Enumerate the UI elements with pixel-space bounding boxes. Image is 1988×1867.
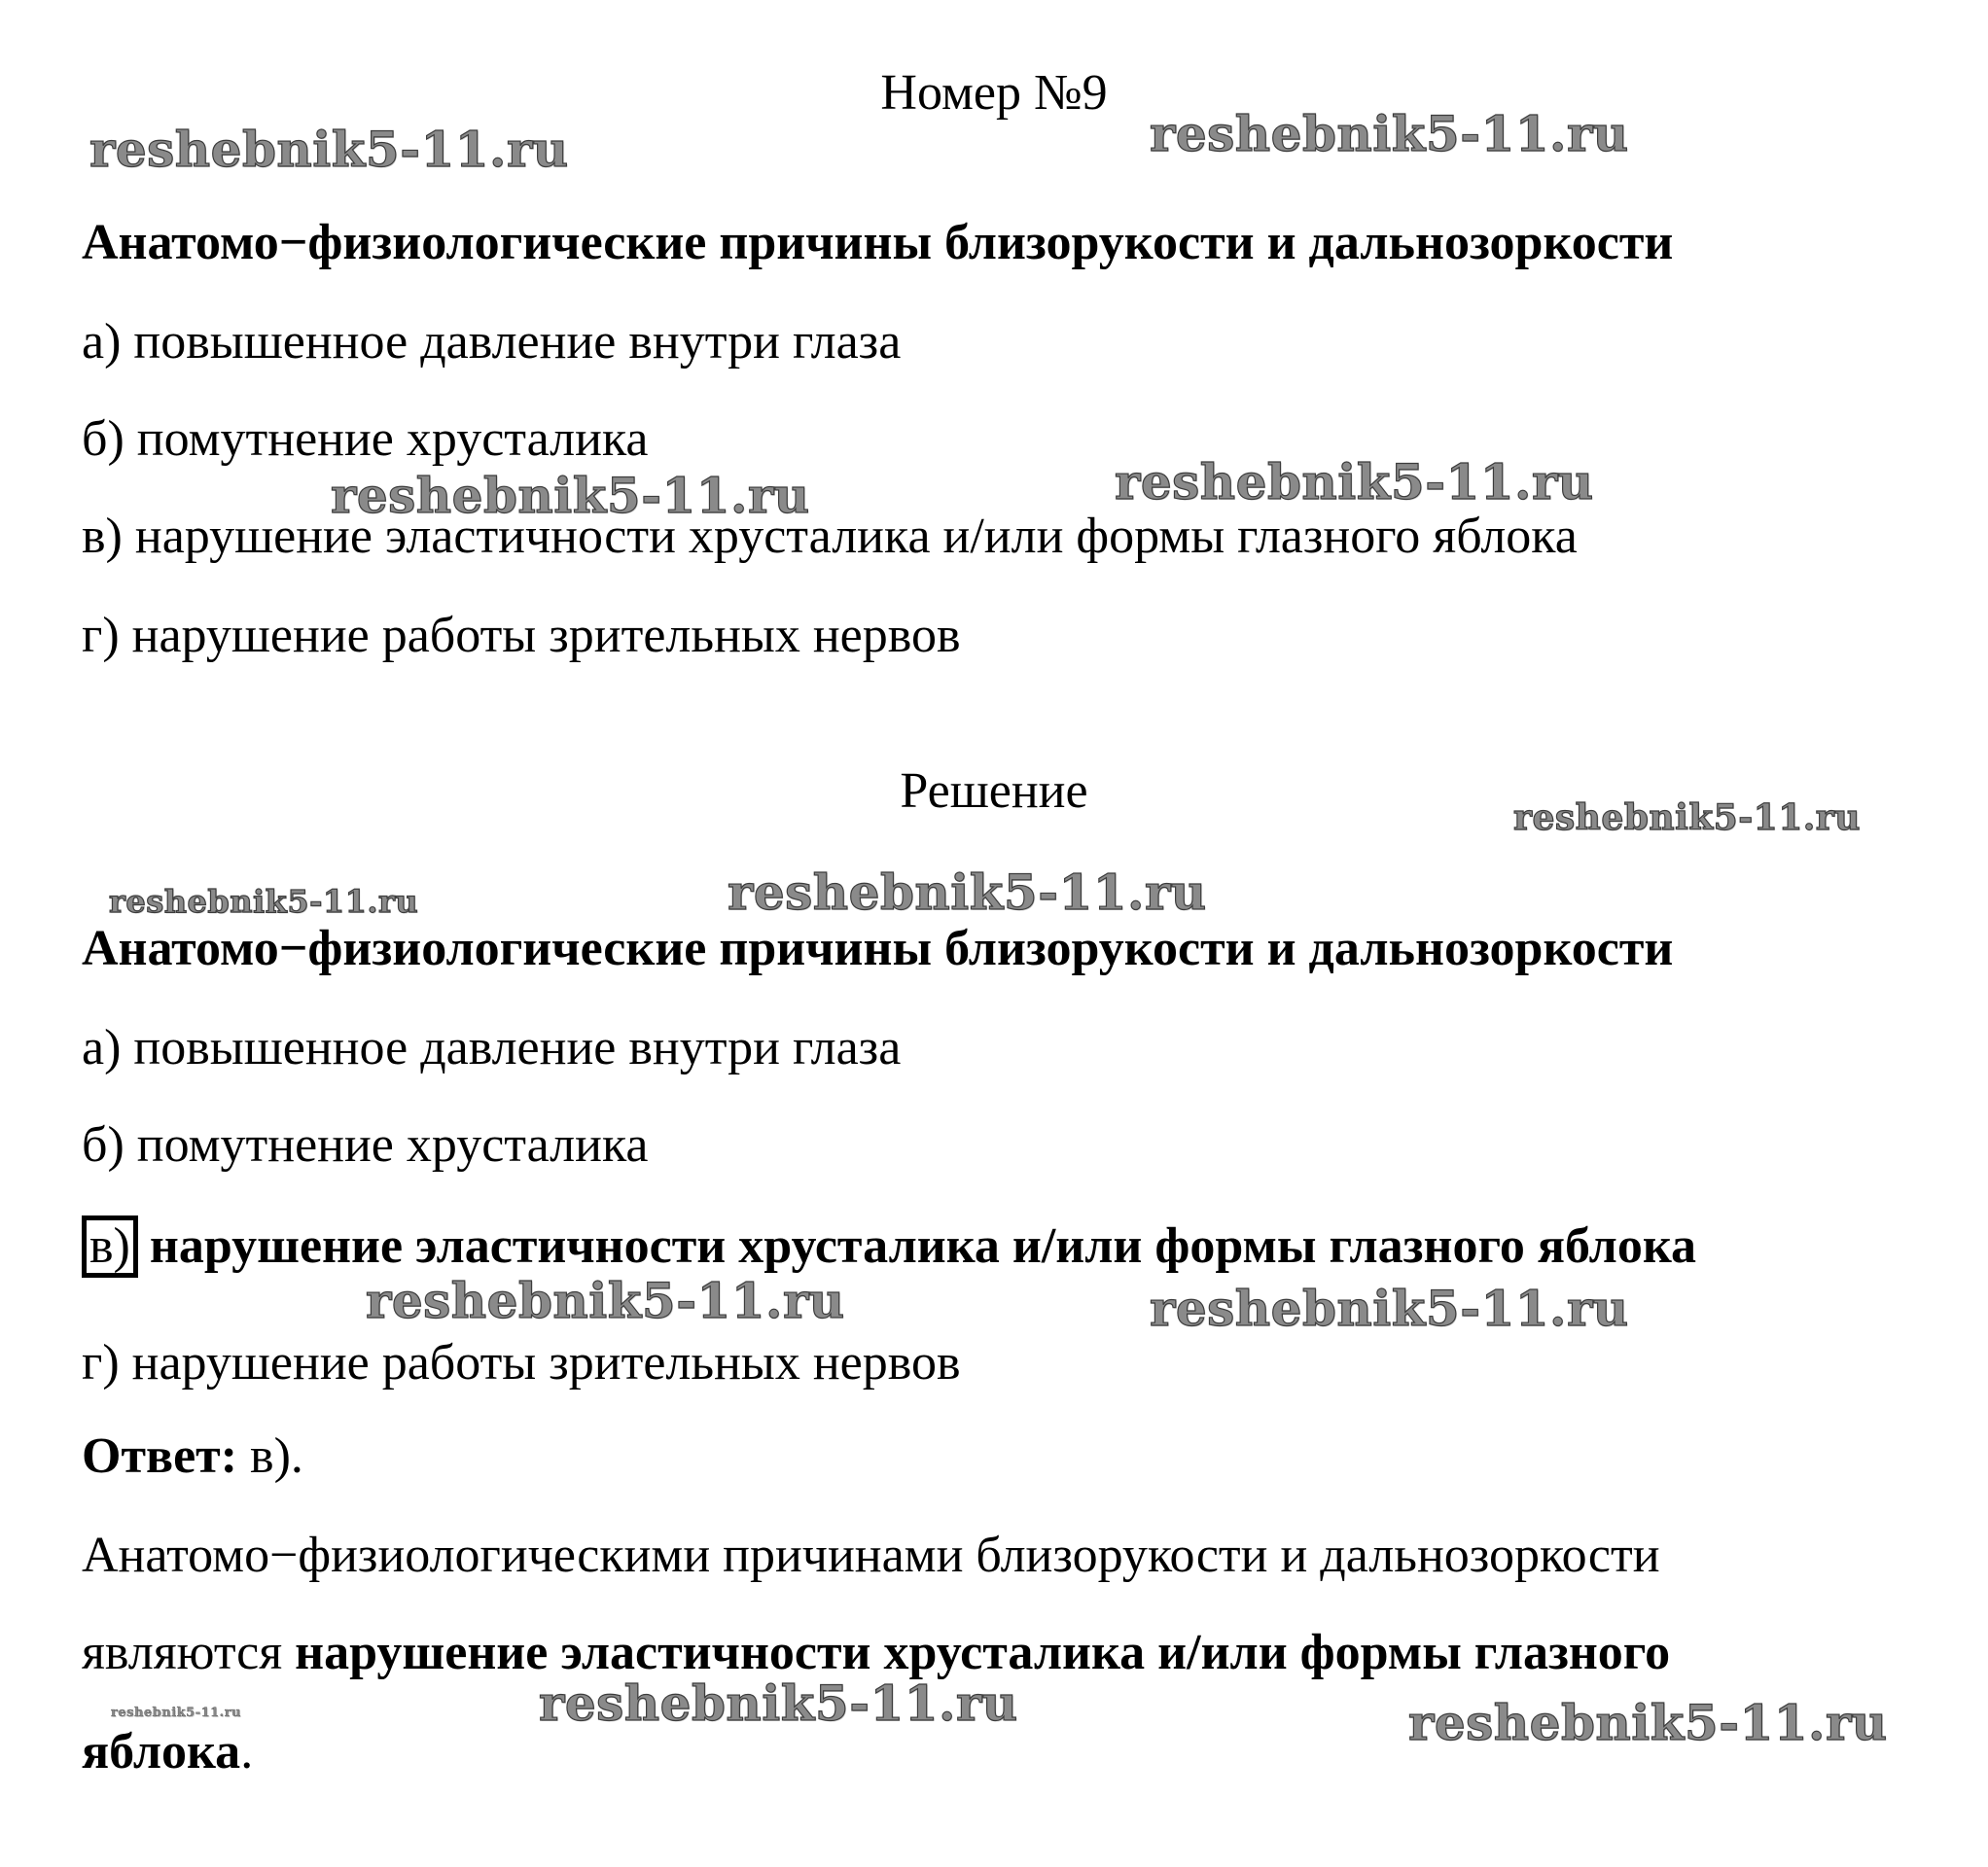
selected-answer-marker: в)	[82, 1215, 138, 1278]
watermark-logo: reshebnik5-11.ru	[1150, 1280, 1629, 1337]
answer-line	[82, 1426, 303, 1488]
solution-option-c	[82, 1215, 1696, 1278]
watermark-logo: reshebnik5-11.ru	[1408, 1694, 1888, 1751]
question-option-b: б) помутнение хрусталика	[82, 411, 649, 467]
question-option-c: в) нарушение эластичности хрусталика и/или формы глазного яблока	[82, 509, 1578, 564]
question-option-d: г) нарушение работы зрительных нервов	[82, 608, 961, 663]
explanation-period: .	[240, 1724, 254, 1779]
explanation-plain-text: являются	[82, 1625, 296, 1680]
page-title: Номер №9	[880, 65, 1108, 121]
explanation-bold-end: яблока	[82, 1724, 241, 1779]
solution-option-b: б) помутнение хрусталика	[82, 1117, 649, 1173]
watermark-logo: reshebnik5-11.ru	[728, 863, 1207, 921]
answer-label: Ответ:	[82, 1428, 238, 1484]
explanation-bold-text: нарушение эластичности хрусталика и/или формы глазного	[295, 1625, 1671, 1680]
question-option-a: а) повышенное давление внутри глаза	[82, 314, 902, 370]
solution-option-a: а) повышенное давление внутри глаза	[82, 1020, 902, 1075]
watermark-logo: reshebnik5-11.ru	[1513, 797, 1861, 838]
solution-option-d: г) нарушение работы зрительных нервов	[82, 1335, 961, 1391]
watermark-logo: reshebnik5-11.ru	[331, 467, 810, 524]
watermark-logo: reshebnik5-11.ru	[89, 121, 569, 178]
watermark-logo: reshebnik5-11.ru	[366, 1272, 845, 1329]
solution-title: Решение	[900, 763, 1088, 819]
solution-heading: Анатомо−физиологические причины близорукости и дальнозоркости	[82, 921, 1674, 976]
explanation-line-1: Анатомо−физиологическими причинами близорукости и дальнозоркости	[82, 1528, 1660, 1583]
selected-answer-text: нарушение эластичности хрусталика и/или формы глазного яблока	[149, 1218, 1697, 1274]
question-heading: Анатомо−физиологические причины близорукости и дальнозоркости	[82, 215, 1674, 270]
watermark-logo: reshebnik5-11.ru	[539, 1674, 1018, 1732]
answer-value: в).	[237, 1428, 303, 1484]
watermark-logo: reshebnik5-11.ru	[1150, 105, 1629, 162]
explanation-line-3	[82, 1721, 253, 1783]
watermark-logo: reshebnik5-11.ru	[1115, 453, 1594, 511]
watermark-logo: reshebnik5-11.ru	[111, 1706, 242, 1720]
watermark-logo: reshebnik5-11.ru	[109, 883, 419, 920]
